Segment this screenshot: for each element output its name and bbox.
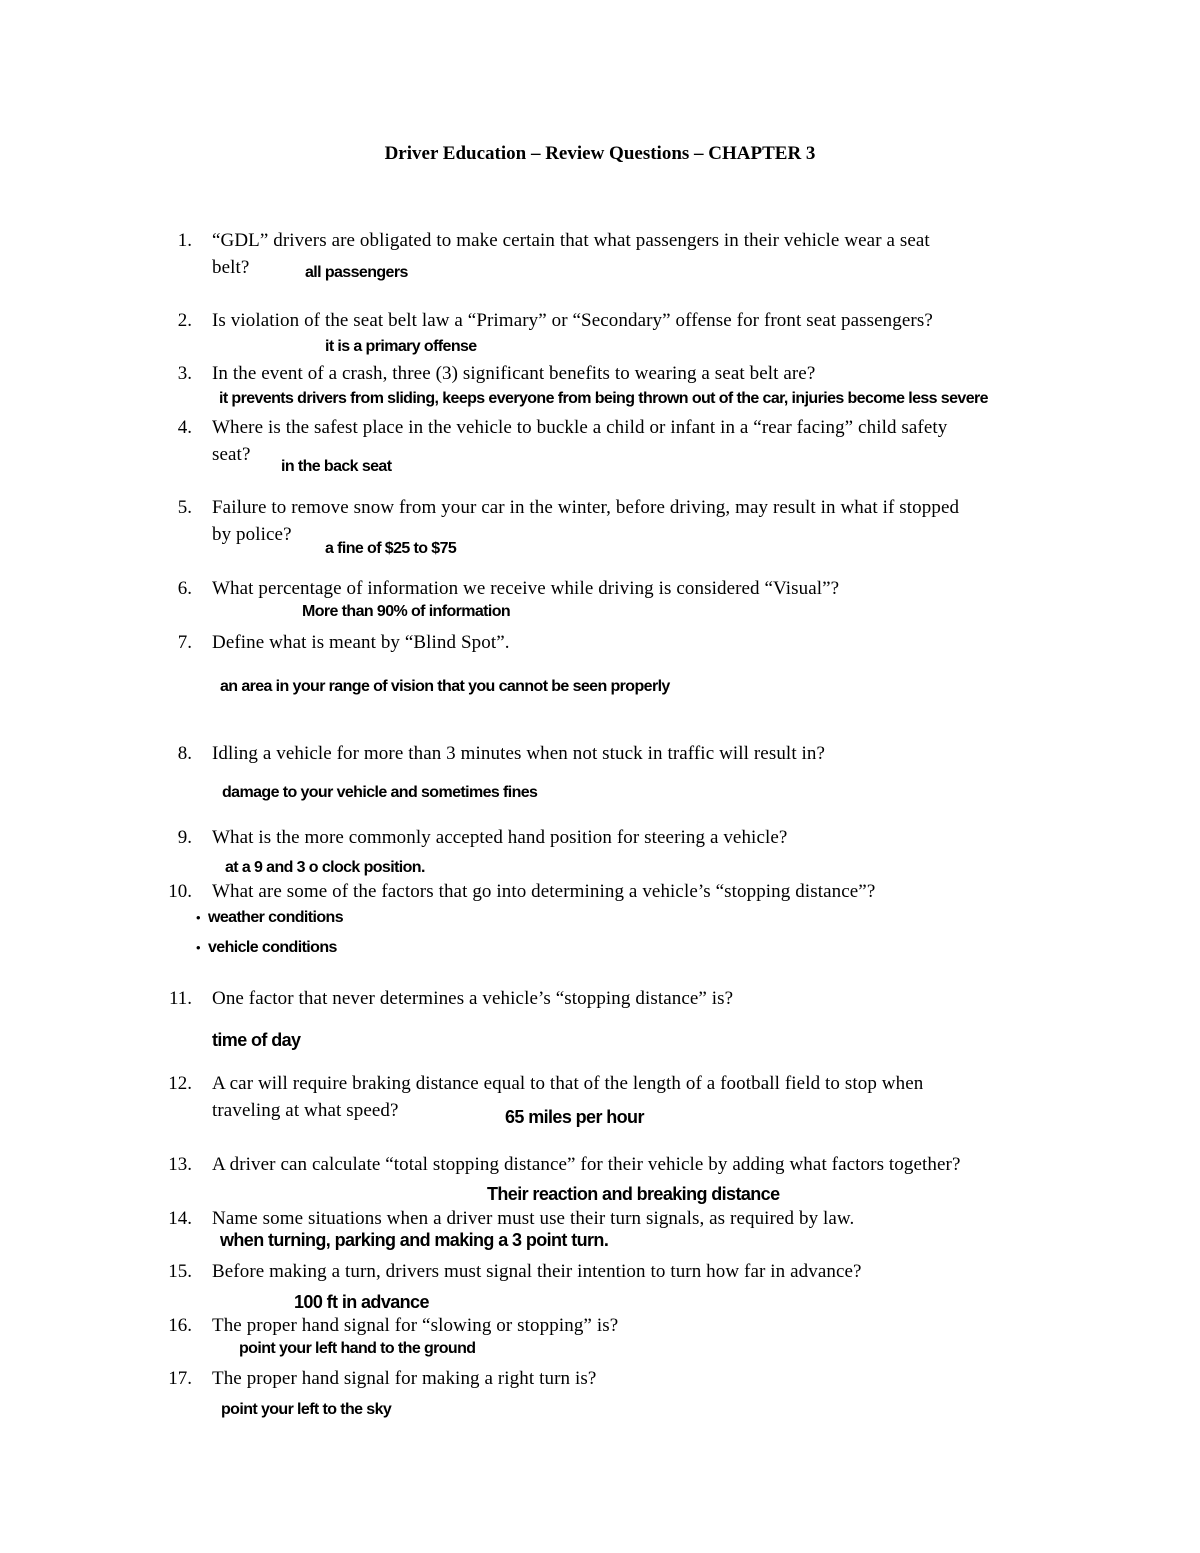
- question-number: 7.: [177, 632, 192, 653]
- answer-text: it prevents drivers from sliding, keeps everyone from being thrown out of the car, injuries become less severe: [219, 390, 988, 407]
- question-text: What are some of the factors that go into determining a vehicle’s “stopping distance”?: [212, 881, 876, 902]
- question-text: traveling at what speed?: [212, 1100, 399, 1121]
- question-text: “GDL” drivers are obligated to make certain that what passengers in their vehicle wear a seat: [212, 230, 930, 251]
- answer-text: 100 ft in advance: [294, 1292, 429, 1312]
- question-number: 16.: [168, 1315, 192, 1336]
- question-text: A driver can calculate “total stopping distance” for their vehicle by adding what factors together?: [212, 1154, 961, 1175]
- question-number: 10.: [168, 881, 192, 902]
- answer-text: 65 miles per hour: [505, 1107, 644, 1127]
- answer-text: it is a primary offense: [325, 338, 477, 355]
- answer-text: in the back seat: [281, 458, 392, 475]
- question-text: seat?: [212, 444, 251, 465]
- answer-text: point your left to the sky: [221, 1401, 392, 1418]
- answer-text: More than 90% of information: [302, 603, 511, 620]
- question-number: 1.: [177, 230, 192, 251]
- question-number: 9.: [177, 827, 192, 848]
- answer-text: all passengers: [305, 264, 408, 281]
- question-text: Define what is meant by “Blind Spot”.: [212, 632, 510, 653]
- answer-text: point your left hand to the ground: [239, 1340, 476, 1357]
- question-text: Is violation of the seat belt law a “Primary” or “Secondary” offense for front seat passengers?: [212, 310, 933, 331]
- question-text: Idling a vehicle for more than 3 minutes when not stuck in traffic will result in?: [212, 743, 826, 764]
- answer-text: Their reaction and breaking distance: [487, 1184, 780, 1204]
- question-number: 6.: [177, 578, 192, 599]
- answer-text: when turning, parking and making a 3 point turn.: [220, 1230, 609, 1250]
- bullet-icon: •: [196, 910, 201, 925]
- answer-text: a fine of $25 to $75: [325, 540, 457, 557]
- question-text: belt?: [212, 257, 250, 278]
- question-number: 14.: [168, 1208, 192, 1229]
- bullet-icon: •: [196, 940, 201, 955]
- question-text: In the event of a crash, three (3) significant benefits to wearing a seat belt are?: [212, 363, 816, 384]
- question-text: What is the more commonly accepted hand position for steering a vehicle?: [212, 827, 788, 848]
- question-number: 11.: [168, 988, 192, 1009]
- page-title: Driver Education – Review Questions – CHAPTER 3: [384, 143, 816, 164]
- answer-text: time of day: [212, 1030, 301, 1050]
- question-number: 4.: [177, 417, 192, 438]
- question-number: 2.: [177, 310, 192, 331]
- question-text: by police?: [212, 524, 292, 545]
- question-number: 3.: [177, 363, 192, 384]
- answer-text: damage to your vehicle and sometimes fines: [222, 784, 538, 801]
- question-text: Where is the safest place in the vehicle to buckle a child or infant in a “rear facing” child safety: [212, 417, 948, 438]
- answer-bullet: weather conditions: [208, 909, 343, 926]
- question-number: 17.: [168, 1368, 192, 1389]
- question-number: 15.: [168, 1261, 192, 1282]
- question-number: 8.: [177, 743, 192, 764]
- answer-text: an area in your range of vision that you cannot be seen properly: [220, 678, 670, 695]
- question-text: What percentage of information we receive while driving is considered “Visual”?: [212, 578, 840, 599]
- question-number: 5.: [177, 497, 192, 518]
- question-number: 12.: [168, 1073, 192, 1094]
- question-text: The proper hand signal for making a right turn is?: [212, 1368, 597, 1389]
- question-text: Name some situations when a driver must use their turn signals, as required by law.: [212, 1208, 855, 1229]
- question-text: Failure to remove snow from your car in the winter, before driving, may result in what if stopped: [212, 497, 960, 518]
- question-text: Before making a turn, drivers must signal their intention to turn how far in advance?: [212, 1261, 862, 1282]
- answer-bullet: vehicle conditions: [208, 939, 337, 956]
- question-number: 13.: [168, 1154, 192, 1175]
- question-text: A car will require braking distance equal to that of the length of a football field to stop when: [212, 1073, 924, 1094]
- answer-text: at a 9 and 3 o clock position.: [225, 859, 425, 876]
- question-text: One factor that never determines a vehicle’s “stopping distance” is?: [212, 988, 734, 1009]
- question-text: The proper hand signal for “slowing or stopping” is?: [212, 1315, 619, 1336]
